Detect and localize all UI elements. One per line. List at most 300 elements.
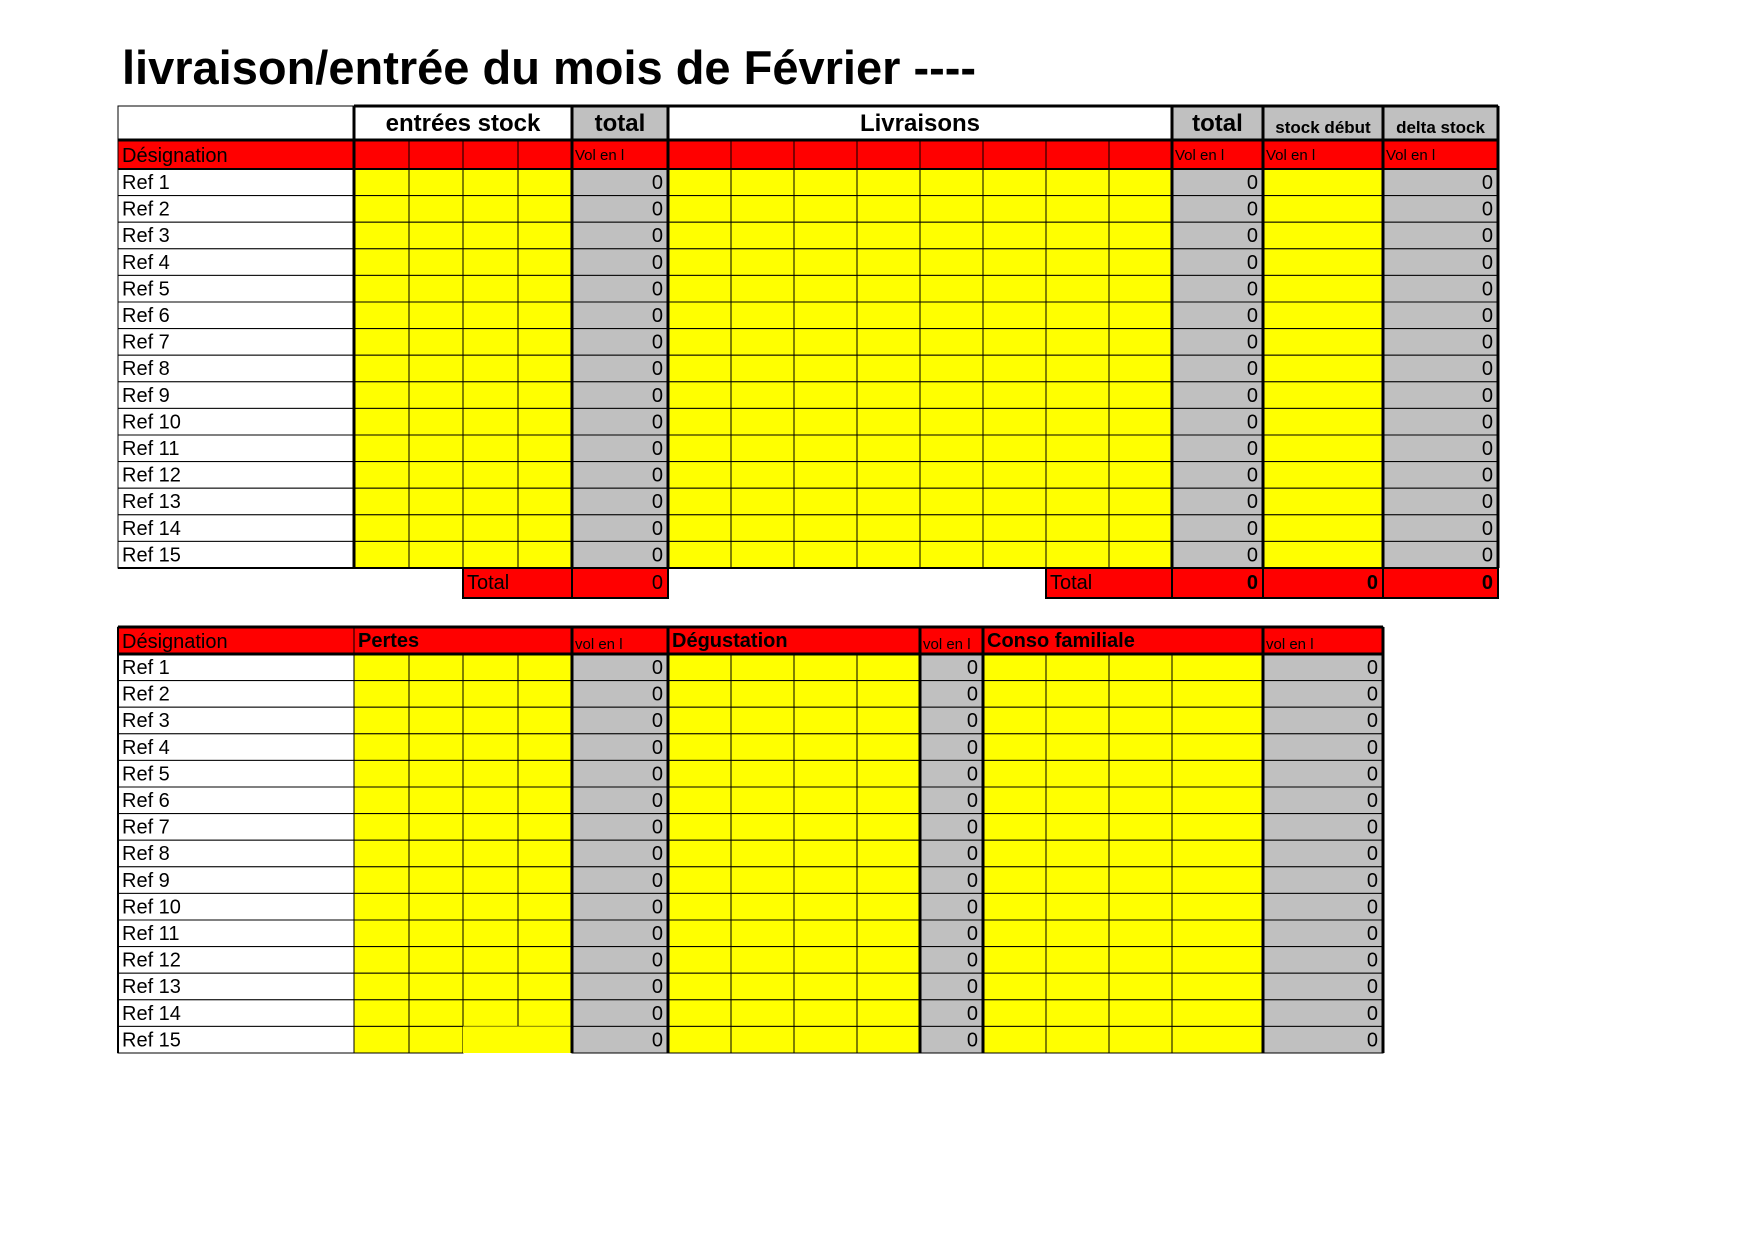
livraison-input-cell[interactable] — [794, 302, 857, 329]
livraison-input-cell[interactable] — [731, 222, 794, 249]
entree-input-cell[interactable] — [409, 435, 463, 462]
pertes-input-cell[interactable] — [409, 1000, 463, 1027]
degustation-input-cell[interactable] — [794, 840, 857, 867]
degustation-input-cell[interactable] — [794, 973, 857, 1000]
livraison-input-cell[interactable] — [983, 169, 1046, 196]
stock-debut-input-cell[interactable] — [1263, 302, 1383, 329]
degustation-input-cell[interactable] — [857, 893, 920, 920]
pertes-input-cell[interactable] — [463, 760, 518, 787]
degustation-input-cell[interactable] — [857, 654, 920, 681]
pertes-input-cell[interactable] — [409, 787, 463, 814]
conso-input-cell[interactable] — [1172, 840, 1263, 867]
conso-input-cell[interactable] — [1172, 760, 1263, 787]
livraison-input-cell[interactable] — [668, 408, 731, 435]
conso-input-cell[interactable] — [1172, 734, 1263, 761]
livraison-input-cell[interactable] — [1046, 408, 1109, 435]
degustation-input-cell[interactable] — [794, 1000, 857, 1027]
pertes-input-cell[interactable] — [409, 734, 463, 761]
degustation-input-cell[interactable] — [731, 867, 794, 894]
conso-input-cell[interactable] — [983, 734, 1046, 761]
livraison-input-cell[interactable] — [1109, 355, 1172, 382]
degustation-input-cell[interactable] — [857, 973, 920, 1000]
livraison-input-cell[interactable] — [983, 382, 1046, 409]
conso-input-cell[interactable] — [1046, 814, 1109, 841]
entree-input-cell[interactable] — [518, 249, 572, 276]
livraison-input-cell[interactable] — [794, 462, 857, 489]
livraison-input-cell[interactable] — [857, 382, 920, 409]
degustation-input-cell[interactable] — [857, 947, 920, 974]
pertes-input-cell[interactable] — [463, 1000, 518, 1027]
conso-input-cell[interactable] — [1172, 1000, 1263, 1027]
pertes-input-cell[interactable] — [409, 814, 463, 841]
entree-input-cell[interactable] — [463, 249, 518, 276]
stock-debut-input-cell[interactable] — [1263, 355, 1383, 382]
conso-input-cell[interactable] — [983, 707, 1046, 734]
entree-input-cell[interactable] — [518, 541, 572, 568]
livraison-input-cell[interactable] — [668, 382, 731, 409]
pertes-input-cell[interactable] — [518, 1000, 572, 1027]
degustation-input-cell[interactable] — [794, 920, 857, 947]
entree-input-cell[interactable] — [463, 302, 518, 329]
entree-input-cell[interactable] — [463, 222, 518, 249]
pertes-input-cell[interactable] — [463, 787, 518, 814]
entree-input-cell[interactable] — [354, 382, 409, 409]
pertes-input-cell[interactable] — [409, 920, 463, 947]
conso-input-cell[interactable] — [1046, 707, 1109, 734]
entree-input-cell[interactable] — [518, 382, 572, 409]
conso-input-cell[interactable] — [1172, 867, 1263, 894]
pertes-input-cell[interactable] — [354, 760, 409, 787]
entree-input-cell[interactable] — [409, 169, 463, 196]
livraison-input-cell[interactable] — [983, 355, 1046, 382]
livraison-input-cell[interactable] — [668, 249, 731, 276]
conso-input-cell[interactable] — [983, 654, 1046, 681]
pertes-input-cell[interactable] — [354, 973, 409, 1000]
livraison-input-cell[interactable] — [983, 222, 1046, 249]
conso-input-cell[interactable] — [1172, 654, 1263, 681]
degustation-input-cell[interactable] — [857, 840, 920, 867]
livraison-input-cell[interactable] — [731, 355, 794, 382]
degustation-input-cell[interactable] — [668, 760, 731, 787]
degustation-input-cell[interactable] — [857, 707, 920, 734]
entree-input-cell[interactable] — [354, 275, 409, 302]
livraison-input-cell[interactable] — [920, 462, 983, 489]
livraison-input-cell[interactable] — [794, 541, 857, 568]
conso-input-cell[interactable] — [1172, 947, 1263, 974]
degustation-input-cell[interactable] — [668, 1026, 731, 1053]
livraison-input-cell[interactable] — [731, 329, 794, 356]
pertes-input-cell[interactable] — [518, 707, 572, 734]
degustation-input-cell[interactable] — [668, 814, 731, 841]
conso-input-cell[interactable] — [1046, 947, 1109, 974]
conso-input-cell[interactable] — [983, 814, 1046, 841]
entree-input-cell[interactable] — [463, 435, 518, 462]
pertes-input-cell[interactable] — [518, 973, 572, 1000]
pertes-input-cell[interactable] — [518, 787, 572, 814]
livraison-input-cell[interactable] — [668, 302, 731, 329]
livraison-input-cell[interactable] — [1109, 435, 1172, 462]
livraison-input-cell[interactable] — [731, 488, 794, 515]
livraison-input-cell[interactable] — [983, 249, 1046, 276]
livraison-input-cell[interactable] — [731, 435, 794, 462]
livraison-input-cell[interactable] — [1046, 462, 1109, 489]
pertes-input-cell[interactable] — [463, 867, 518, 894]
degustation-input-cell[interactable] — [668, 947, 731, 974]
degustation-input-cell[interactable] — [668, 1000, 731, 1027]
livraison-input-cell[interactable] — [668, 222, 731, 249]
pertes-input-cell[interactable] — [409, 867, 463, 894]
stock-debut-input-cell[interactable] — [1263, 515, 1383, 542]
entree-input-cell[interactable] — [354, 541, 409, 568]
conso-input-cell[interactable] — [1046, 893, 1109, 920]
livraison-input-cell[interactable] — [1109, 275, 1172, 302]
pertes-input-cell[interactable] — [354, 1026, 409, 1053]
pertes-input-cell[interactable] — [409, 973, 463, 1000]
degustation-input-cell[interactable] — [731, 814, 794, 841]
livraison-input-cell[interactable] — [1046, 302, 1109, 329]
pertes-input-cell[interactable] — [463, 654, 518, 681]
livraison-input-cell[interactable] — [1109, 249, 1172, 276]
entree-input-cell[interactable] — [518, 515, 572, 542]
entree-input-cell[interactable] — [518, 355, 572, 382]
conso-input-cell[interactable] — [1046, 840, 1109, 867]
pertes-input-cell[interactable] — [354, 840, 409, 867]
conso-input-cell[interactable] — [983, 1026, 1046, 1053]
livraison-input-cell[interactable] — [1046, 541, 1109, 568]
pertes-input-cell[interactable] — [409, 947, 463, 974]
entree-input-cell[interactable] — [409, 408, 463, 435]
livraison-input-cell[interactable] — [794, 222, 857, 249]
livraison-input-cell[interactable] — [731, 169, 794, 196]
livraison-input-cell[interactable] — [668, 355, 731, 382]
entree-input-cell[interactable] — [463, 275, 518, 302]
livraison-input-cell[interactable] — [1109, 302, 1172, 329]
pertes-input-cell[interactable] — [409, 893, 463, 920]
degustation-input-cell[interactable] — [668, 920, 731, 947]
pertes-input-cell[interactable] — [463, 840, 518, 867]
entree-input-cell[interactable] — [518, 222, 572, 249]
degustation-input-cell[interactable] — [668, 840, 731, 867]
entree-input-cell[interactable] — [409, 541, 463, 568]
degustation-input-cell[interactable] — [668, 787, 731, 814]
entree-input-cell[interactable] — [463, 488, 518, 515]
livraison-input-cell[interactable] — [1109, 169, 1172, 196]
livraison-input-cell[interactable] — [794, 435, 857, 462]
pertes-input-cell[interactable] — [354, 893, 409, 920]
degustation-input-cell[interactable] — [794, 787, 857, 814]
livraison-input-cell[interactable] — [983, 515, 1046, 542]
livraison-input-cell[interactable] — [983, 329, 1046, 356]
livraison-input-cell[interactable] — [794, 488, 857, 515]
conso-input-cell[interactable] — [1109, 787, 1172, 814]
livraison-input-cell[interactable] — [1109, 408, 1172, 435]
conso-input-cell[interactable] — [1109, 760, 1172, 787]
livraison-input-cell[interactable] — [920, 302, 983, 329]
entree-input-cell[interactable] — [518, 196, 572, 223]
stock-debut-input-cell[interactable] — [1263, 169, 1383, 196]
degustation-input-cell[interactable] — [731, 787, 794, 814]
entree-input-cell[interactable] — [354, 196, 409, 223]
livraison-input-cell[interactable] — [1109, 488, 1172, 515]
degustation-input-cell[interactable] — [794, 654, 857, 681]
livraison-input-cell[interactable] — [731, 541, 794, 568]
conso-input-cell[interactable] — [1109, 840, 1172, 867]
conso-input-cell[interactable] — [1172, 920, 1263, 947]
entree-input-cell[interactable] — [354, 329, 409, 356]
livraison-input-cell[interactable] — [731, 408, 794, 435]
degustation-input-cell[interactable] — [794, 1026, 857, 1053]
livraison-input-cell[interactable] — [983, 541, 1046, 568]
livraison-input-cell[interactable] — [731, 275, 794, 302]
degustation-input-cell[interactable] — [731, 681, 794, 708]
livraison-input-cell[interactable] — [1109, 196, 1172, 223]
livraison-input-cell[interactable] — [1046, 355, 1109, 382]
pertes-input-cell[interactable] — [354, 867, 409, 894]
conso-input-cell[interactable] — [1109, 681, 1172, 708]
entree-input-cell[interactable] — [409, 302, 463, 329]
conso-input-cell[interactable] — [983, 1000, 1046, 1027]
degustation-input-cell[interactable] — [857, 734, 920, 761]
livraison-input-cell[interactable] — [668, 329, 731, 356]
livraison-input-cell[interactable] — [668, 462, 731, 489]
degustation-input-cell[interactable] — [731, 1000, 794, 1027]
entree-input-cell[interactable] — [463, 382, 518, 409]
livraison-input-cell[interactable] — [1109, 222, 1172, 249]
livraison-input-cell[interactable] — [920, 355, 983, 382]
degustation-input-cell[interactable] — [794, 947, 857, 974]
livraison-input-cell[interactable] — [983, 462, 1046, 489]
stock-debut-input-cell[interactable] — [1263, 249, 1383, 276]
pertes-input-cell[interactable] — [463, 920, 518, 947]
pertes-input-cell[interactable] — [463, 734, 518, 761]
stock-debut-input-cell[interactable] — [1263, 329, 1383, 356]
stock-debut-input-cell[interactable] — [1263, 462, 1383, 489]
conso-input-cell[interactable] — [983, 840, 1046, 867]
degustation-input-cell[interactable] — [857, 760, 920, 787]
stock-debut-input-cell[interactable] — [1263, 435, 1383, 462]
livraison-input-cell[interactable] — [857, 462, 920, 489]
livraison-input-cell[interactable] — [920, 275, 983, 302]
degustation-input-cell[interactable] — [794, 893, 857, 920]
livraison-input-cell[interactable] — [1046, 329, 1109, 356]
degustation-input-cell[interactable] — [857, 867, 920, 894]
degustation-input-cell[interactable] — [794, 734, 857, 761]
entree-input-cell[interactable] — [409, 515, 463, 542]
livraison-input-cell[interactable] — [1046, 382, 1109, 409]
entree-input-cell[interactable] — [463, 462, 518, 489]
livraison-input-cell[interactable] — [1109, 382, 1172, 409]
pertes-input-cell[interactable] — [463, 893, 518, 920]
pertes-input-cell[interactable] — [354, 814, 409, 841]
livraison-input-cell[interactable] — [920, 329, 983, 356]
pertes-input-cell[interactable] — [409, 1026, 463, 1053]
pertes-input-cell[interactable] — [463, 681, 518, 708]
pertes-input-cell[interactable] — [354, 1000, 409, 1027]
conso-input-cell[interactable] — [1046, 681, 1109, 708]
pertes-input-cell[interactable] — [354, 734, 409, 761]
conso-input-cell[interactable] — [1172, 814, 1263, 841]
conso-input-cell[interactable] — [1109, 654, 1172, 681]
livraison-input-cell[interactable] — [731, 249, 794, 276]
degustation-input-cell[interactable] — [731, 840, 794, 867]
livraison-input-cell[interactable] — [794, 329, 857, 356]
livraison-input-cell[interactable] — [794, 169, 857, 196]
conso-input-cell[interactable] — [1172, 893, 1263, 920]
entree-input-cell[interactable] — [518, 302, 572, 329]
pertes-input-cell[interactable] — [409, 707, 463, 734]
pertes-input-cell[interactable] — [354, 681, 409, 708]
entree-input-cell[interactable] — [354, 249, 409, 276]
entree-input-cell[interactable] — [354, 515, 409, 542]
entree-input-cell[interactable] — [463, 355, 518, 382]
livraison-input-cell[interactable] — [857, 488, 920, 515]
livraison-input-cell[interactable] — [668, 541, 731, 568]
livraison-input-cell[interactable] — [794, 196, 857, 223]
conso-input-cell[interactable] — [1046, 734, 1109, 761]
livraison-input-cell[interactable] — [1109, 541, 1172, 568]
conso-input-cell[interactable] — [983, 893, 1046, 920]
entree-input-cell[interactable] — [354, 222, 409, 249]
pertes-input-cell[interactable] — [354, 920, 409, 947]
livraison-input-cell[interactable] — [920, 541, 983, 568]
livraison-input-cell[interactable] — [983, 408, 1046, 435]
conso-input-cell[interactable] — [1046, 654, 1109, 681]
livraison-input-cell[interactable] — [920, 222, 983, 249]
conso-input-cell[interactable] — [1046, 1000, 1109, 1027]
degustation-input-cell[interactable] — [857, 920, 920, 947]
degustation-input-cell[interactable] — [794, 707, 857, 734]
conso-input-cell[interactable] — [1109, 947, 1172, 974]
livraison-input-cell[interactable] — [920, 435, 983, 462]
livraison-input-cell[interactable] — [857, 515, 920, 542]
livraison-input-cell[interactable] — [857, 275, 920, 302]
livraison-input-cell[interactable] — [1046, 515, 1109, 542]
livraison-input-cell[interactable] — [731, 462, 794, 489]
conso-input-cell[interactable] — [1046, 760, 1109, 787]
entree-input-cell[interactable] — [463, 196, 518, 223]
livraison-input-cell[interactable] — [794, 249, 857, 276]
entree-input-cell[interactable] — [354, 302, 409, 329]
livraison-input-cell[interactable] — [1046, 488, 1109, 515]
degustation-input-cell[interactable] — [731, 760, 794, 787]
pertes-input-cell[interactable] — [354, 707, 409, 734]
entree-input-cell[interactable] — [409, 222, 463, 249]
livraison-input-cell[interactable] — [731, 302, 794, 329]
entree-input-cell[interactable] — [463, 169, 518, 196]
livraison-input-cell[interactable] — [920, 515, 983, 542]
conso-input-cell[interactable] — [1172, 707, 1263, 734]
degustation-input-cell[interactable] — [794, 760, 857, 787]
livraison-input-cell[interactable] — [1109, 329, 1172, 356]
entree-input-cell[interactable] — [409, 355, 463, 382]
livraison-input-cell[interactable] — [920, 382, 983, 409]
entree-input-cell[interactable] — [409, 488, 463, 515]
conso-input-cell[interactable] — [1046, 787, 1109, 814]
conso-input-cell[interactable] — [1109, 893, 1172, 920]
degustation-input-cell[interactable] — [857, 814, 920, 841]
entree-input-cell[interactable] — [518, 329, 572, 356]
conso-input-cell[interactable] — [1172, 787, 1263, 814]
livraison-input-cell[interactable] — [794, 408, 857, 435]
entree-input-cell[interactable] — [409, 329, 463, 356]
entree-input-cell[interactable] — [409, 382, 463, 409]
pertes-input-cell[interactable] — [518, 760, 572, 787]
degustation-input-cell[interactable] — [668, 681, 731, 708]
entree-input-cell[interactable] — [354, 408, 409, 435]
livraison-input-cell[interactable] — [794, 382, 857, 409]
livraison-input-cell[interactable] — [794, 355, 857, 382]
conso-input-cell[interactable] — [1109, 973, 1172, 1000]
livraison-input-cell[interactable] — [983, 435, 1046, 462]
livraison-input-cell[interactable] — [1046, 222, 1109, 249]
entree-input-cell[interactable] — [409, 196, 463, 223]
degustation-input-cell[interactable] — [731, 973, 794, 1000]
livraison-input-cell[interactable] — [983, 302, 1046, 329]
entree-input-cell[interactable] — [463, 541, 518, 568]
livraison-input-cell[interactable] — [794, 275, 857, 302]
pertes-input-cell[interactable] — [463, 947, 518, 974]
pertes-input-cell[interactable] — [518, 814, 572, 841]
degustation-input-cell[interactable] — [857, 787, 920, 814]
livraison-input-cell[interactable] — [1046, 435, 1109, 462]
conso-input-cell[interactable] — [1109, 707, 1172, 734]
livraison-input-cell[interactable] — [668, 196, 731, 223]
livraison-input-cell[interactable] — [668, 435, 731, 462]
conso-input-cell[interactable] — [1046, 920, 1109, 947]
entree-input-cell[interactable] — [518, 488, 572, 515]
stock-debut-input-cell[interactable] — [1263, 488, 1383, 515]
pertes-input-cell[interactable] — [409, 840, 463, 867]
pertes-input-cell[interactable] — [518, 734, 572, 761]
conso-input-cell[interactable] — [1109, 734, 1172, 761]
conso-input-cell[interactable] — [983, 920, 1046, 947]
livraison-input-cell[interactable] — [668, 169, 731, 196]
livraison-input-cell[interactable] — [668, 275, 731, 302]
degustation-input-cell[interactable] — [668, 973, 731, 1000]
pertes-input-cell[interactable] — [518, 920, 572, 947]
entree-input-cell[interactable] — [463, 515, 518, 542]
pertes-input-cell[interactable] — [409, 760, 463, 787]
stock-debut-input-cell[interactable] — [1263, 382, 1383, 409]
pertes-input-cell[interactable] — [518, 1026, 572, 1053]
degustation-input-cell[interactable] — [794, 814, 857, 841]
livraison-input-cell[interactable] — [857, 169, 920, 196]
livraison-input-cell[interactable] — [1046, 196, 1109, 223]
livraison-input-cell[interactable] — [668, 515, 731, 542]
degustation-input-cell[interactable] — [794, 681, 857, 708]
degustation-input-cell[interactable] — [668, 654, 731, 681]
livraison-input-cell[interactable] — [983, 275, 1046, 302]
pertes-input-cell[interactable] — [518, 681, 572, 708]
livraison-input-cell[interactable] — [857, 249, 920, 276]
pertes-input-cell[interactable] — [518, 867, 572, 894]
conso-input-cell[interactable] — [983, 681, 1046, 708]
livraison-input-cell[interactable] — [857, 408, 920, 435]
livraison-input-cell[interactable] — [857, 196, 920, 223]
entree-input-cell[interactable] — [354, 435, 409, 462]
stock-debut-input-cell[interactable] — [1263, 222, 1383, 249]
pertes-input-cell[interactable] — [354, 947, 409, 974]
entree-input-cell[interactable] — [354, 462, 409, 489]
conso-input-cell[interactable] — [1172, 973, 1263, 1000]
degustation-input-cell[interactable] — [668, 893, 731, 920]
livraison-input-cell[interactable] — [920, 249, 983, 276]
conso-input-cell[interactable] — [983, 947, 1046, 974]
entree-input-cell[interactable] — [518, 169, 572, 196]
entree-input-cell[interactable] — [518, 435, 572, 462]
stock-debut-input-cell[interactable] — [1263, 196, 1383, 223]
livraison-input-cell[interactable] — [920, 408, 983, 435]
